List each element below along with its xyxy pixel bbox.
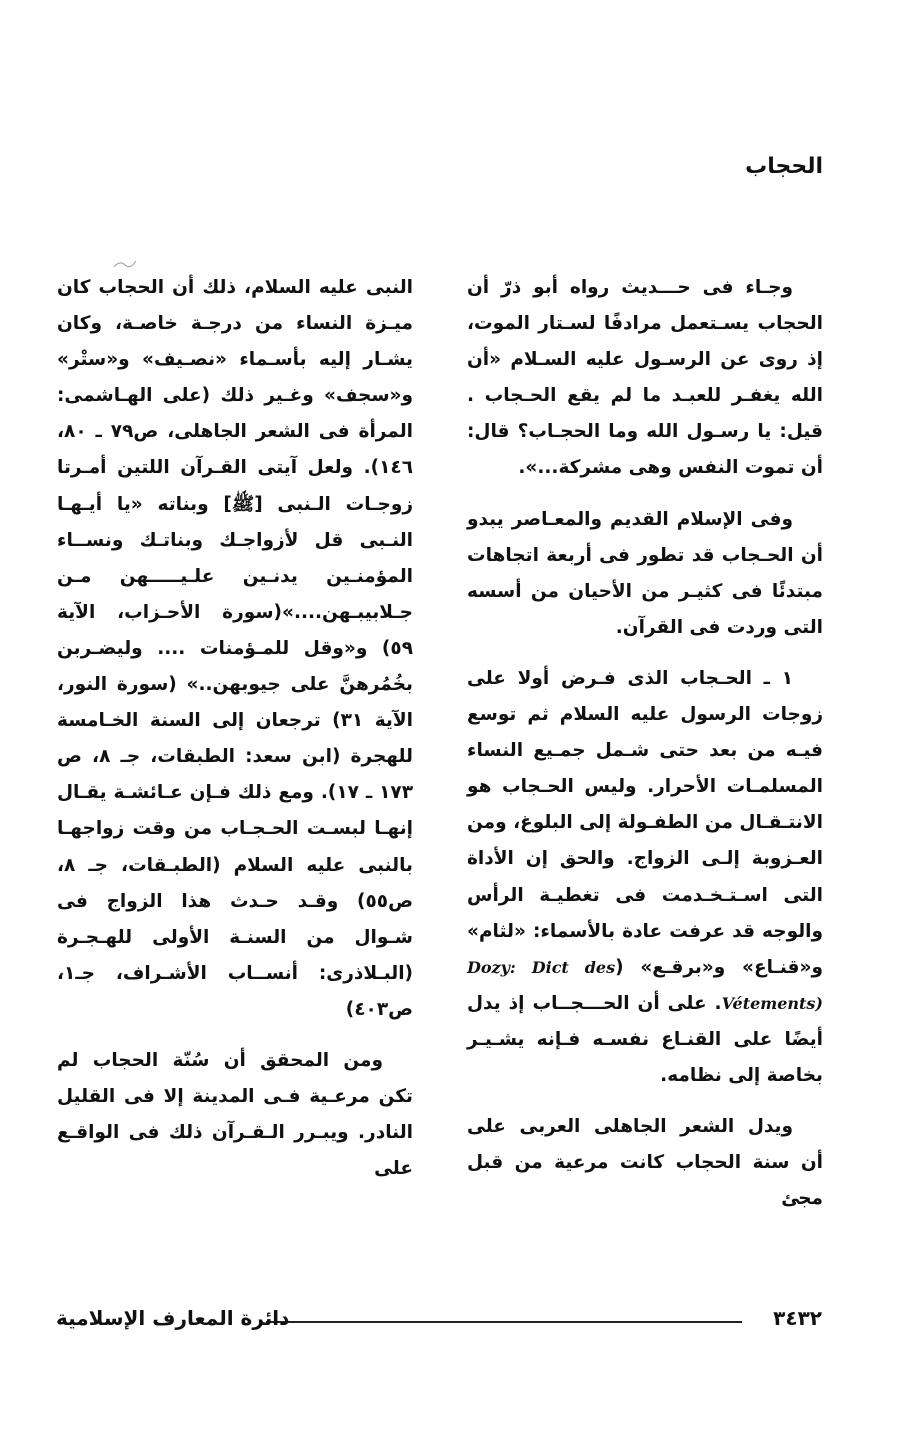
footer-rule (266, 1321, 742, 1323)
publication-title: دائرة المعارف الإسلامية (56, 1306, 290, 1330)
right-column (467, 270, 823, 1232)
paragraph-four-directions: وفى الإسلام القديم والمعـاصر يبدو أن الحـجاب قد تطور فى أربعة اتجاهات مبتدئًا فى كثيـر من الأحيان من أسسه التى وردت فى القرآن. (467, 508, 823, 638)
dozy-reference: Dozy: Dict des Vétements) (467, 957, 823, 1013)
page-footer (56, 1306, 822, 1336)
paragraph-point-one (467, 661, 823, 1094)
point-one-continuation: . على أن الحـــجــاب إذ يدل أيضًا على القنـاع نفسـه فـإنه يشـيـر بخاصة إلى نظامه. (467, 992, 823, 1086)
running-head-title: الحجاب (745, 154, 823, 179)
paragraph-jahili-poetry: ويدل الشعر الجاهلى العربى على أن سنة الحجاب كانت مرعية من قبل مجئ (467, 1116, 823, 1210)
paragraph-abu-dharr-hadith: وجـاء فى حـــديث رواه أبو ذرّ أن الحجاب يسـتعمل مرادفًا لسـتار الموت، إذ روى عن الرسـول عليه السـلام «أن الله يغفـر للعبـد ما لم يقع الحـجاب . قيل: يا رسـول الله وما الحجـاب؟ قال: أن تموت النفس وهى مشركة...». (467, 277, 823, 479)
paragraph-continued-names: النبى عليه السلام، ذلك أن الحجاب كان ميـزة النساء من درجـة خاصـة، وكان يشـار إليه بأسـماء «نصـيف» و«ستْر» و«سجف» وغـير ذلك (على الهـاشمى: المرأة فى الشعر الجاهلى، ص٧٩ ـ ٨٠، ١٤٦). ولعل آيتى القـرآن اللتين أمـرتا زوجـات الـنبى [ﷺ] وبناته «يا أيـهـا النـبى قل لأزواجـك وبناتـك ونســاء المؤمنـين يدنـين علـيـــــهن مـن جـلابيبـهن....»(سورة الأحـزاب، الآية ٥٩) و«وقل للمـؤمنات .... وليضـربن بخُمُرهنَّ على جيوبهن..» (سورة النور، الآية ٣١) ترجعان إلى السنة الخـامسة للهجرة (ابن سعد: الطبقات، جـ ٨، ص ١٧٣ ـ ١٧). ومع ذلك فـإن عـائشـة يقـال إنهـا لبسـت الحـجـاب من وقت زواجهـا بالنبى عليه السلام (الطبـقات، جـ ٨، ص٥٥) وقـد حـدث هذا الزواج فى شـوال من السنـة الأولى للهـجـرة (البـلاذرى: أنســاب الأشـراف، جـ١، ص٤٠٣) (57, 277, 414, 1020)
left-column (57, 270, 413, 1202)
page-number: ٣٤٣٢ (773, 1306, 822, 1330)
paragraph-medina-custom: ومن المحقق أن سُنّة الحجاب لم تكن مرعـية فـى المدينة إلا فى القليل النادر. ويبـرر الـقـرآن ذلك فى الواقـع على (57, 1049, 413, 1180)
scan-artifact-mark (112, 258, 138, 270)
point-one-text: ١ ـ الحـجاب الذى فـرض أولا على زوجات الرسول عليه السلام ثم توسع فيـه من بعد حتى شـمل جمـيع النساء المسلمـات الأحرار. وليس الحـجاب هو الانتـقـال من الطفـولة إلى البلوغ، ومن العـزوبة إلـى الزواج. والحق إن الأداة التى اسـتـخـدمت فى تغطيـة الرأس والوجه قد عرفت عادة بالأسماء: «لثام» و«قنـاع» و«برقـع» ( (467, 667, 823, 978)
